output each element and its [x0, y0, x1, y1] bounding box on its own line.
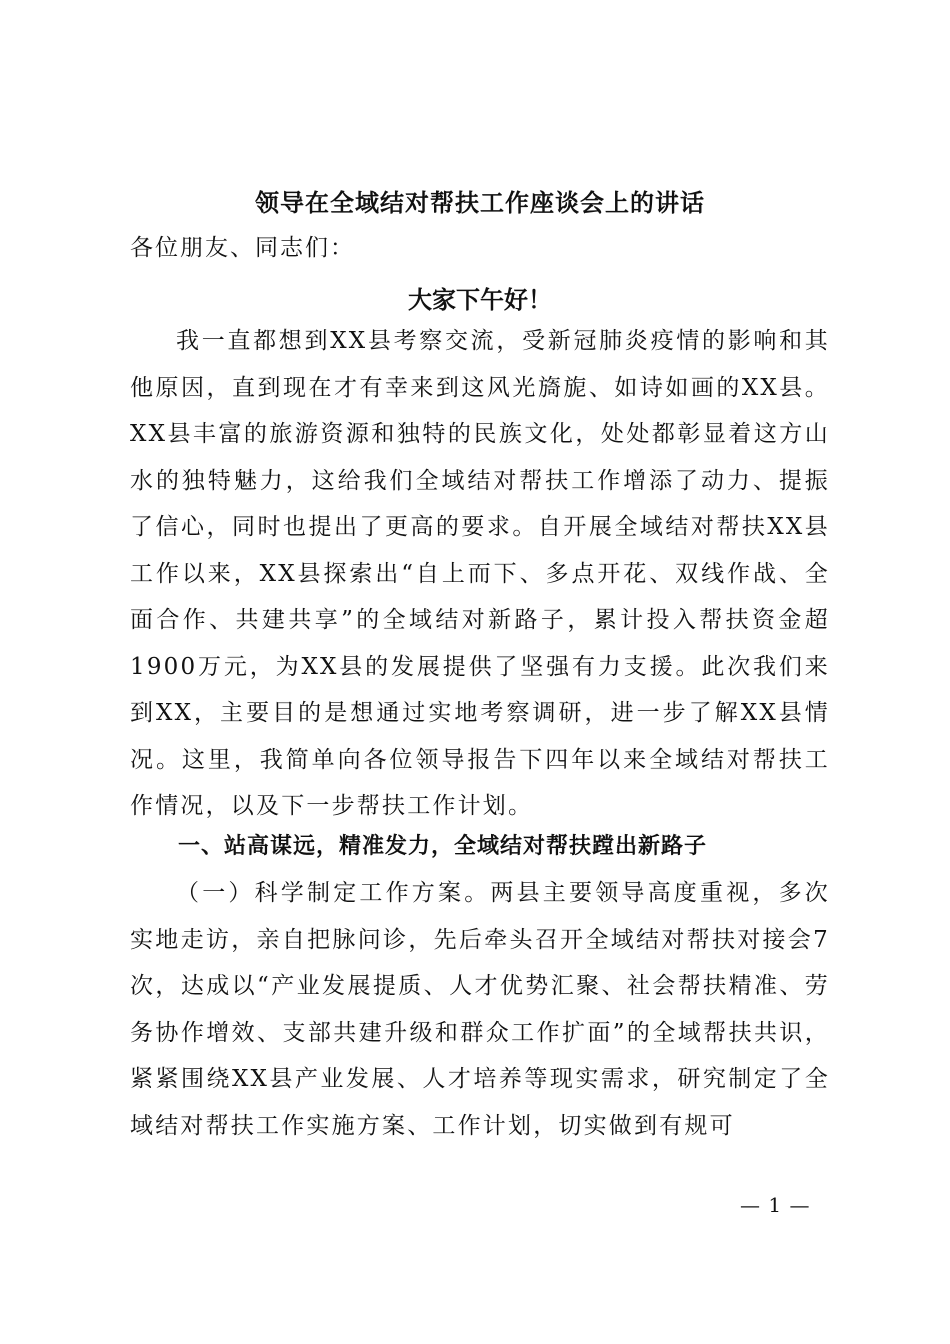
body-paragraph: 我一直都想到XX县考察交流，受新冠肺炎疫情的影响和其他原因，直到现在才有幸来到这风光旖旎、如诗如画的XX县。XX县丰富的旅游资源和独特的民族文化，处处都彰显着这方山水的独特魅力，这给我们全域结对帮扶工作增添了动力、提振了信心，同时也提出了更高的要求。自开展全域结对帮扶XX县工作以来，XX县探索出“自上而下、多点开花、双线作战、全面合作、共建共享”的全域结对新路子，累计投入帮扶资金超1900万元，为XX县的发展提供了坚强有力支援。此次我们来到XX，主要目的是想通过实地考察调研，进一步了解XX县情况。这里，我简单向各位领导报告下四年以来全域结对帮扶工作情况，以及下一步帮扶工作计划。 — [130, 328, 830, 819]
document-title: 领导在全域结对帮扶工作座谈会上的讲话 — [255, 188, 705, 217]
body-paragraph: （一）科学制定工作方案。两县主要领导高度重视，多次实地走访，亲自把脉问诊，先后牵头召开全域结对帮扶对接会7次，达成以“产业发展提质、人才优势汇聚、社会帮扶精准、劳务协作增效、支部共建升级和群众工作扩面”的全域帮扶共识，紧紧围绕XX县产业发展、人才培养等现实需求，研究制定了全域结对帮扶工作实施方案、工作计划，切实做到有规可 — [130, 880, 830, 1139]
greeting: 大家下午好！ — [408, 285, 552, 314]
section-heading: 一、站高谋远，精准发力，全域结对帮扶蹚出新路子 — [178, 834, 708, 859]
page-number: — 1 — — [740, 1193, 811, 1217]
salutation: 各位朋友、同志们： — [130, 235, 355, 261]
